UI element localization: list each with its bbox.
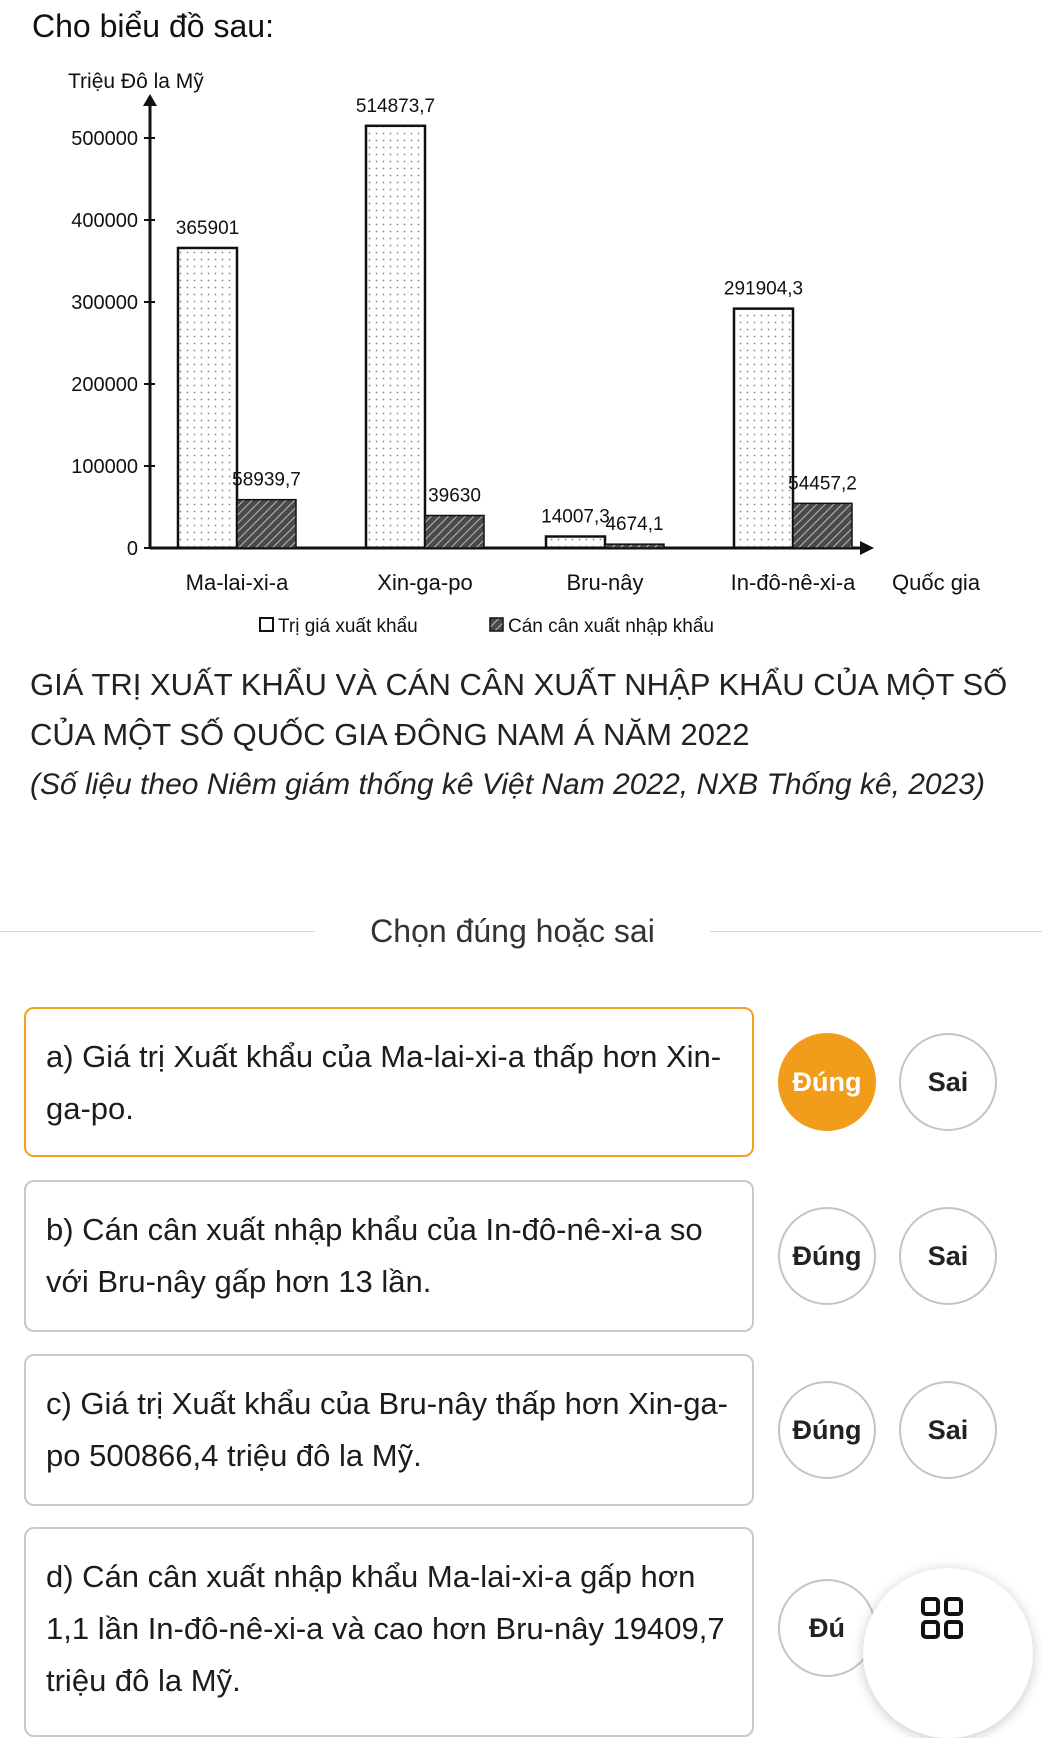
question-text: d) Cán cân xuất nhập khẩu Ma-lai-xi-a gấp hơn 1,1 lần In-đô-nê-xi-a và cao hơn Bru-nây 19409,7 triệu đô la Mỹ. xyxy=(46,1559,725,1698)
x-tick-label: Xin-ga-po xyxy=(377,570,473,595)
divider xyxy=(710,931,1042,932)
section-label: Chọn đúng hoặc sai xyxy=(370,913,655,949)
x-axis-arrow xyxy=(860,541,874,555)
y-axis-arrow xyxy=(143,94,157,106)
y-tick-label: 100000 xyxy=(71,456,138,478)
data-label: 291904,3 xyxy=(723,278,804,300)
false-button[interactable]: Sai xyxy=(899,1381,997,1479)
balance-bar xyxy=(605,544,664,548)
true-button[interactable]: Đúng xyxy=(778,1033,876,1131)
question-card-b xyxy=(24,1180,754,1332)
y-tick-label: 0 xyxy=(126,538,138,560)
grid-icon xyxy=(920,1596,964,1640)
export-bar xyxy=(178,248,237,548)
question-card-a xyxy=(24,1007,754,1157)
question-card-c xyxy=(24,1354,754,1506)
false-button[interactable]: Sai xyxy=(899,1033,997,1131)
true-button[interactable]: Đúng xyxy=(778,1207,876,1305)
y-axis-label: Triệu Đô la Mỹ xyxy=(68,70,204,93)
bar-chart xyxy=(30,60,990,655)
divider xyxy=(0,931,315,932)
export-bar xyxy=(734,309,793,548)
data-label: 58939,7 xyxy=(232,469,301,491)
export-bar xyxy=(366,126,425,548)
y-tick-label: 400000 xyxy=(71,210,138,232)
legend-swatch-balance xyxy=(490,618,503,631)
balance-bar xyxy=(237,500,296,548)
chart-title: GIÁ TRỊ XUẤT KHẨU VÀ CÁN CÂN XUẤT NHẬP KHẨU CỦA MỘT SỐ CỦA MỘT SỐ QUỐC GIA ĐÔNG NAM Á NĂM 2022 xyxy=(30,667,1008,752)
section-header xyxy=(0,905,1042,955)
true-button[interactable]: Đúng xyxy=(778,1381,876,1479)
balance-bar xyxy=(425,516,484,548)
question-text: c) Giá trị Xuất khẩu của Bru-nây thấp hơn Xin-ga-po 500866,4 triệu đô la Mỹ. xyxy=(46,1386,728,1473)
legend-label: Cán cân xuất nhập khẩu xyxy=(508,616,714,637)
y-tick-label: 200000 xyxy=(71,374,138,396)
y-tick-label: 300000 xyxy=(71,292,138,314)
data-label: 54457,2 xyxy=(788,473,857,495)
data-label: 365901 xyxy=(175,217,240,239)
legend-label: Trị giá xuất khẩu xyxy=(278,616,418,637)
data-label: 514873,7 xyxy=(355,95,436,117)
question-text: a) Giá trị Xuất khẩu của Ma-lai-xi-a thấp hơn Xin-ga-po. xyxy=(46,1039,722,1126)
data-label: 14007,3 xyxy=(541,506,610,528)
false-button[interactable]: Sai xyxy=(899,1207,997,1305)
y-tick-label: 500000 xyxy=(71,128,138,150)
x-tick-label: In-đô-nê-xi-a xyxy=(730,570,856,595)
balance-bar xyxy=(793,503,852,548)
question-text: b) Cán cân xuất nhập khẩu của In-đô-nê-xi-a so với Bru-nây gấp hơn 13 lần. xyxy=(46,1212,703,1299)
intro-text: Cho biểu đồ sau: xyxy=(32,8,274,44)
chart-source: (Số liệu theo Niêm giám thống kê Việt Nam 2022, NXB Thống kê, 2023) xyxy=(30,768,985,801)
export-bar xyxy=(546,537,605,548)
data-label: 4674,1 xyxy=(605,514,664,536)
legend-swatch-export xyxy=(260,618,273,631)
data-label: 39630 xyxy=(428,485,481,507)
x-axis-label: Quốc gia xyxy=(892,570,981,595)
x-tick-label: Bru-nây xyxy=(566,570,644,595)
x-tick-label: Ma-lai-xi-a xyxy=(185,570,289,595)
menu-fab-button[interactable] xyxy=(863,1568,1033,1738)
true-button[interactable]: Đú xyxy=(778,1579,876,1677)
question-card-d xyxy=(24,1527,754,1737)
